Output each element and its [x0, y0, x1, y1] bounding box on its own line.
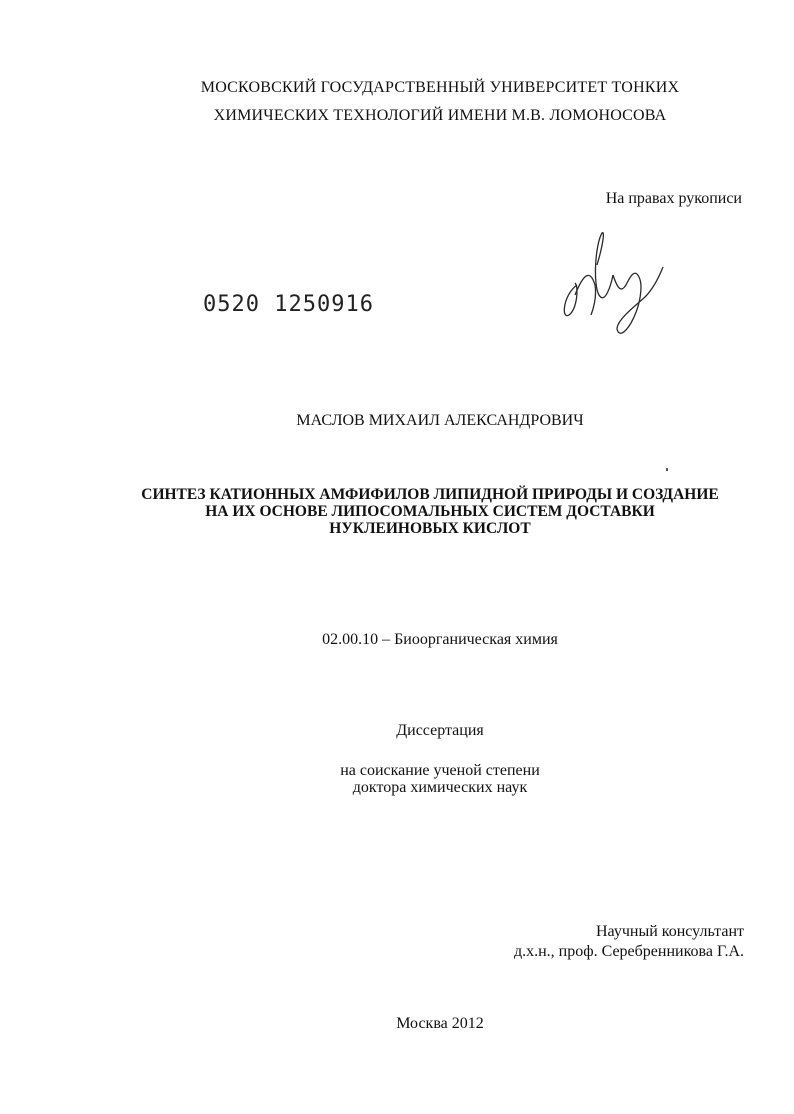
work-type: Диссертация: [396, 722, 484, 739]
city-year: Москва 2012: [396, 1015, 484, 1032]
manuscript-note: На правах рукописи: [605, 190, 742, 207]
degree-line-1: на соискание ученой степени: [340, 762, 540, 779]
university-name-line-1: МОСКОВСКИЙ ГОСУДАРСТВЕННЫЙ УНИВЕРСИТЕТ ТОНКИХ: [200, 79, 680, 96]
consultant-name: д.х.н., проф. Серебренникова Г.А.: [513, 943, 744, 960]
university-name-line-2: ХИМИЧЕСКИХ ТЕХНОЛОГИЙ ИМЕНИ М.В. ЛОМОНОСОВА: [213, 107, 667, 124]
signature-image: [555, 225, 675, 350]
author-name: МАСЛОВ МИХАИЛ АЛЕКСАНДРОВИЧ: [296, 412, 584, 429]
specialty-code: 02.00.10 – Биоорганическая химия: [322, 631, 558, 648]
title-line-2: НА ИХ ОСНОВЕ ЛИПОСОМАЛЬНЫХ СИСТЕМ ДОСТАВКИ: [205, 503, 655, 520]
scan-speck: [666, 468, 668, 471]
consultant-label: Научный консультант: [596, 923, 744, 940]
degree-line-2: доктора химических наук: [352, 779, 528, 796]
title-line-1: СИНТЕЗ КАТИОННЫХ АМФИФИЛОВ ЛИПИДНОЙ ПРИРОДЫ И СОЗДАНИЕ: [141, 486, 719, 503]
registration-stamp-number: 0520 1250916: [203, 292, 374, 317]
title-line-3: НУКЛЕИНОВЫХ КИСЛОТ: [329, 520, 531, 537]
